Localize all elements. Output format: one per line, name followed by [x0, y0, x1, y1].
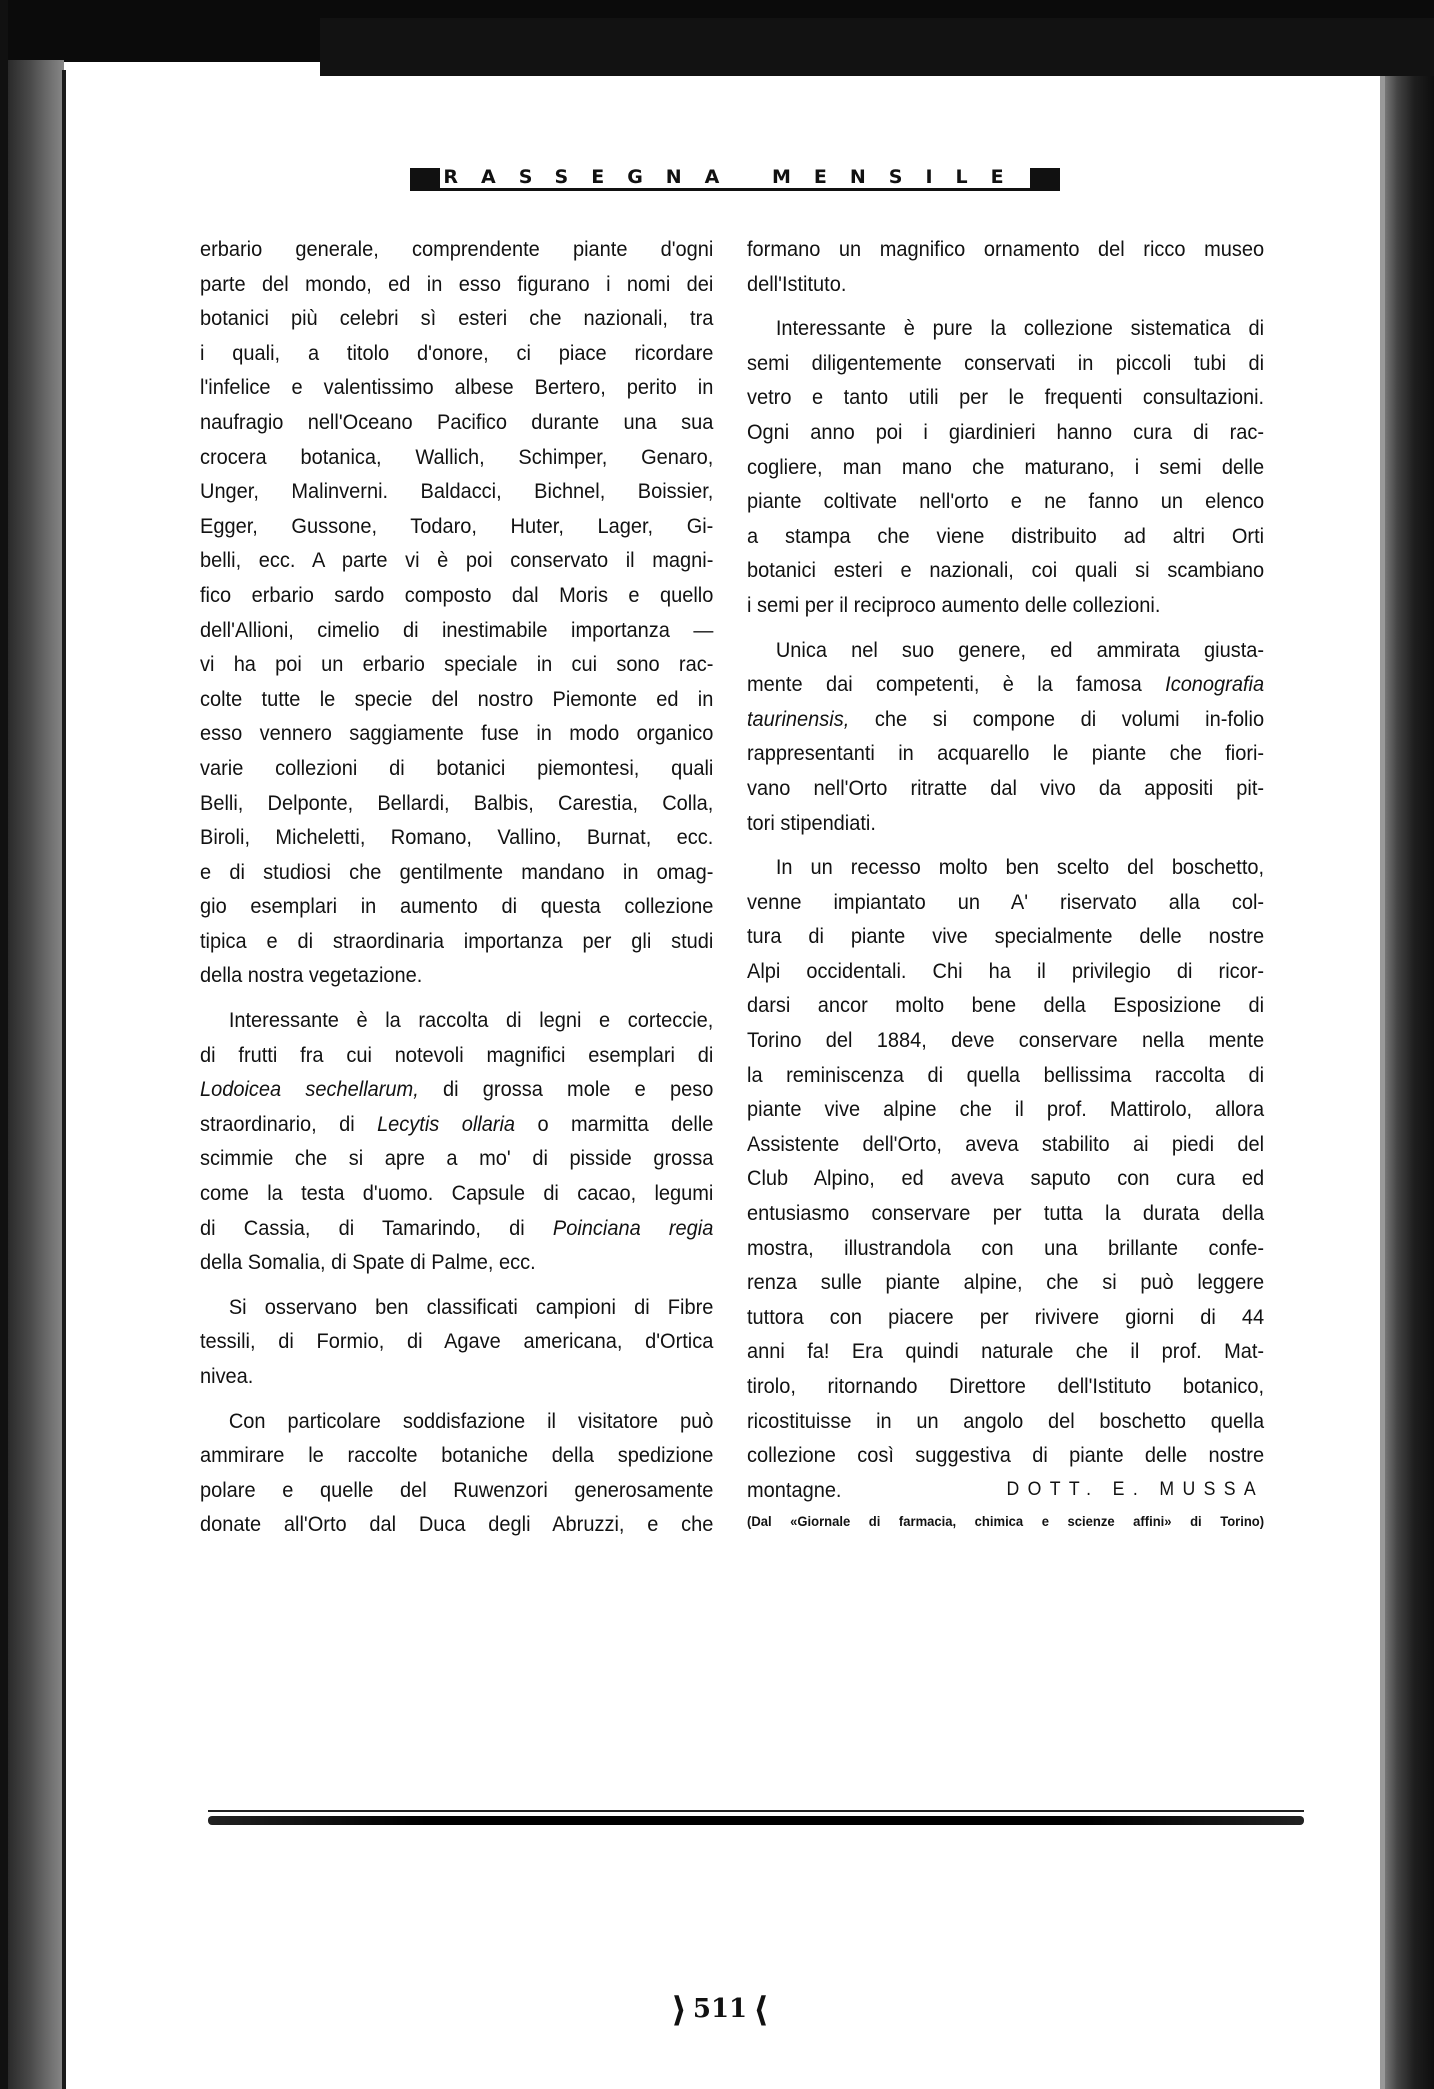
left-column: [200, 232, 713, 1542]
signature-line: [747, 1473, 1264, 1508]
text-line: vano nell'Orto ritratte dal vivo da appositi pit-: [747, 775, 1265, 800]
text-line: [200, 1072, 713, 1107]
text-line: Assistente dell'Orto, aveva stabilito ai piedi del: [747, 1131, 1265, 1156]
scan-page-gutter: [8, 60, 64, 2089]
text-line: a stampa che viene distribuito ad altri Orti: [747, 523, 1265, 548]
scan-border-right: [1385, 76, 1434, 2089]
scan-border-left: [0, 0, 8, 2089]
text-line: della Somalia, di Spate di Palme, ecc.: [200, 1250, 536, 1275]
author-signature: DOTT. E. MUSSA: [1006, 1478, 1265, 1500]
text-line: formano un magnifico ornamento del ricco museo: [747, 237, 1265, 261]
right-column: [747, 232, 1264, 1535]
text-line: piante vive alpine che il prof. Mattirolo, allora: [747, 1097, 1265, 1122]
text-line: e di studiosi che gentilmente mandano in omag-: [200, 859, 714, 884]
text-line: semi diligentemente conservati in piccoli tubi di: [747, 350, 1265, 375]
text-line: Interessante è la raccolta di legni e corteccie,: [228, 1008, 714, 1033]
text-line: nivea.: [200, 1364, 254, 1388]
text-line: botanici esteri e nazionali, coi quali si scambiano: [747, 558, 1265, 583]
text-line: [200, 1107, 713, 1142]
scan-border-corner: [0, 0, 320, 62]
text-line: Club Alpino, ed aveva saputo con cura ed: [747, 1166, 1265, 1191]
text-line: naufragio nell'Oceano Pacifico durante una sua: [200, 409, 714, 434]
paragraph-gap: [200, 1280, 713, 1290]
paragraph-gap: [747, 301, 1264, 311]
text-line: dell'Allioni, cimelio di inestimabile importanza —: [200, 617, 714, 642]
text-line: come la testa d'uomo. Capsule di cacao, legumi: [200, 1181, 714, 1206]
text-line: di frutti fra cui notevoli magnifici esemplari di: [200, 1042, 714, 1067]
italic-term: Lodoicea sechellarum,: [200, 1077, 419, 1102]
page-number-value: 511: [692, 1994, 748, 2024]
text-fragment: che si compone di volumi in-folio: [849, 706, 1265, 731]
text-line: entusiasmo conservare per tutta la durata della: [747, 1201, 1265, 1226]
text-line: Biroli, Micheletti, Romano, Vallino, Burnat, ecc.: [200, 825, 714, 850]
page-number-ornament-right: ⟨: [753, 1990, 769, 2030]
text-line: i quali, a titolo d'onore, ci piace ricordare: [200, 340, 714, 365]
italic-term: Lecytis ollaria: [377, 1111, 516, 1136]
text-line: vetro e tanto utili per le frequenti consultazioni.: [747, 385, 1265, 410]
paragraph-gap: [747, 623, 1264, 633]
text-line: l'infelice e valentissimo albese Bertero, perito in: [200, 375, 714, 400]
text-line: piante coltivate nell'orto e ne fanno un elenco: [747, 489, 1265, 514]
text-line: colte tutte le specie del nostro Piemonte ed in: [200, 686, 714, 711]
source-citation: (Dal «Giornale di farmacia, chimica e scienze affini» di Torino): [747, 1513, 1265, 1530]
text-line: tuttora con piacere per rivivere giorni di 44: [747, 1304, 1265, 1329]
text-line: tessili, di Formio, di Agave americana, d'Ortica: [200, 1329, 714, 1354]
text-line: tipica e di straordinaria importanza per gli studi: [200, 928, 714, 953]
text-line: rappresentanti in acquarello le piante che fiori-: [747, 741, 1265, 766]
text-line: erbario generale, comprendente piante d'ogni: [200, 237, 714, 261]
text-line: Con particolare soddisfazione il visitatore può: [228, 1408, 714, 1433]
bottom-rule-thin: [208, 1810, 1304, 1812]
text-line: belli, ecc. A parte vi è poi conservato il magni-: [200, 548, 714, 573]
text-line: vi ha poi un erbario speciale in cui sono rac-: [200, 652, 714, 677]
text-fragment: straordinario, di: [200, 1111, 378, 1136]
bottom-rule-thick: [208, 1816, 1304, 1825]
text-line: i semi per il reciproco aumento delle collezioni.: [747, 592, 1161, 617]
text-line: ammirare le raccolte botaniche della spedizione: [200, 1443, 714, 1468]
closing-word: montagne.: [747, 1477, 842, 1502]
running-header: [410, 166, 1060, 196]
text-line: ricostituisse in un angolo del boschetto quella: [747, 1408, 1265, 1433]
text-line: donate all'Orto dal Duca degli Abruzzi, e che: [200, 1512, 714, 1537]
text-line: Si osservano ben classificati campioni di Fibre: [228, 1294, 714, 1319]
text-line: Egger, Gussone, Todaro, Huter, Lager, Gi-: [200, 513, 714, 538]
running-title: RASSEGNA MENSILE: [443, 166, 1027, 188]
page-number-ornament-left: ⟩: [671, 1990, 687, 2030]
text-line: cogliere, man mano che maturano, i semi delle: [747, 454, 1265, 479]
italic-term: Iconografia: [1165, 672, 1265, 697]
text-line: fico erbario sardo composto dal Moris e quello: [200, 582, 714, 607]
text-line: renza sulle piante alpine, che si può leggere: [747, 1270, 1265, 1295]
page-number: [630, 1990, 810, 2030]
text-fragment: mente dai competenti, è la famosa: [747, 672, 1166, 697]
italic-term: taurinensis,: [747, 706, 850, 731]
text-line: Alpi occidentali. Chi ha il privilegio di ricor-: [747, 958, 1265, 983]
scan-border-band: [320, 18, 1434, 76]
text-fragment: di grossa mole e peso: [418, 1077, 714, 1102]
text-line: varie collezioni di botanici piemontesi, quali: [200, 755, 714, 780]
text-line: mostra, illustrandola con una brillante confe-: [747, 1235, 1265, 1260]
text-line: tirolo, ritornando Direttore dell'Istituto botanico,: [747, 1374, 1265, 1398]
text-line: polare e quelle del Ruwenzori generosamente: [200, 1477, 714, 1502]
paragraph-gap: [747, 840, 1264, 850]
text-line: Belli, Delponte, Bellardi, Balbis, Carestia, Colla,: [200, 790, 714, 815]
scan-page-edge: [62, 70, 66, 2089]
text-line: collezione così suggestiva di piante delle nostre: [747, 1443, 1265, 1468]
text-line: Unica nel suo genere, ed ammirata giusta-: [775, 637, 1265, 662]
text-line: esso vennero saggiamente fuse in modo organico: [200, 721, 714, 746]
text-line: tura di piante vive specialmente delle nostre: [747, 924, 1265, 949]
text-line: la reminiscenza di quella bellissima raccolta di: [747, 1062, 1265, 1087]
text-line: Interessante è pure la collezione sistematica di: [775, 316, 1265, 341]
text-line: crocera botanica, Wallich, Schimper, Genaro,: [200, 444, 714, 469]
text-fragment: di Cassia, di Tamarindo, di: [200, 1215, 553, 1240]
text-line: Unger, Malinverni. Baldacci, Bichnel, Boissier,: [200, 479, 714, 504]
text-line: Torino del 1884, deve conservare nella mente: [747, 1028, 1265, 1053]
text-line: In un recesso molto ben scelto del boschetto,: [775, 855, 1265, 880]
header-ornament-right: [1030, 168, 1060, 190]
text-line: scimmie che si apre a mo' di pisside grossa: [200, 1146, 714, 1171]
text-line: Ogni anno poi i giardinieri hanno cura di rac-: [747, 419, 1265, 444]
paragraph-gap: [200, 1394, 713, 1404]
text-fragment: o marmitta delle: [515, 1111, 714, 1136]
text-line: darsi ancor molto bene della Esposizione di: [747, 993, 1265, 1018]
text-line: botanici più celebri sì esteri che nazionali, tra: [200, 306, 714, 331]
text-line: gio esemplari in aumento di questa collezione: [200, 894, 714, 919]
text-line: [200, 1211, 713, 1246]
text-line: [747, 667, 1264, 702]
text-line: venne impiantato un A' riservato alla col-: [747, 889, 1265, 914]
header-rule: [410, 188, 1060, 191]
text-line: parte del mondo, ed in esso figurano i nomi dei: [200, 271, 714, 296]
text-line: dell'Istituto.: [747, 271, 847, 296]
paragraph-gap: [200, 993, 713, 1003]
text-line: anni fa! Era quindi naturale che il prof. Mat-: [747, 1339, 1265, 1364]
text-line: della nostra vegetazione.: [200, 963, 423, 988]
text-line: tori stipendiati.: [747, 810, 876, 835]
text-line: [747, 702, 1264, 737]
italic-term: Poinciana regia: [552, 1215, 714, 1240]
